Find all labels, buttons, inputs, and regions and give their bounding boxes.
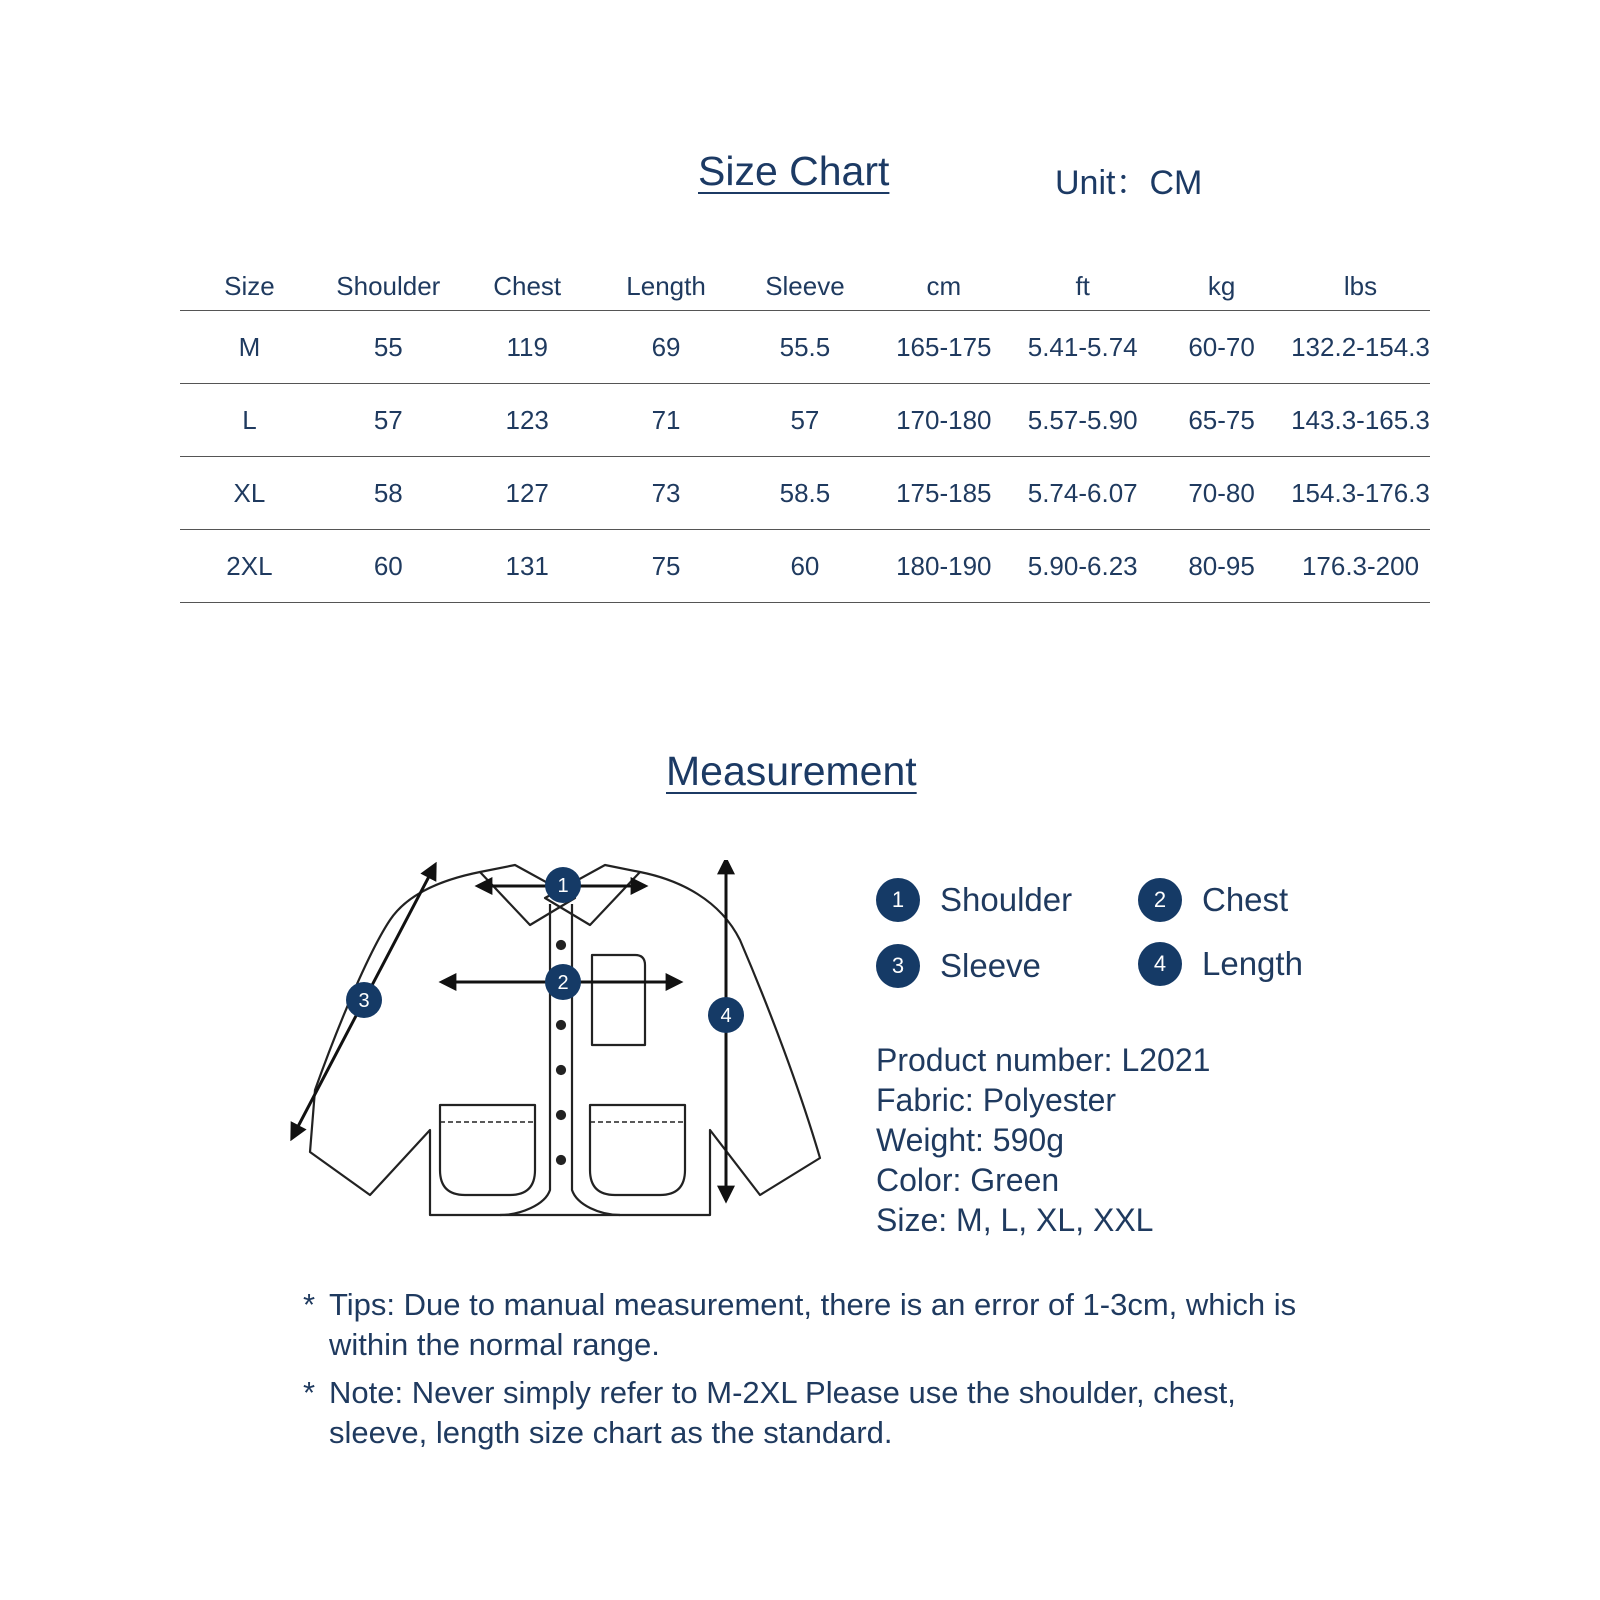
- svg-text:4: 4: [720, 1005, 732, 1027]
- table-cell: 65-75: [1152, 384, 1291, 457]
- table-cell: 154.3-176.3: [1291, 457, 1430, 530]
- col-length: Length: [597, 262, 736, 311]
- table-cell: XL: [180, 457, 319, 530]
- col-shoulder: Shoulder: [319, 262, 458, 311]
- legend-item-length: [1138, 942, 1303, 986]
- spec-product-number: Product number: L2021: [876, 1042, 1211, 1078]
- standard-note: [303, 1373, 1323, 1453]
- jacket-outline: [310, 865, 820, 1215]
- table-cell: 58.5: [736, 457, 875, 530]
- legend-label: Sleeve: [940, 947, 1041, 984]
- size-table: [180, 262, 1430, 603]
- spec-fabric: Fabric: Polyester: [876, 1082, 1117, 1118]
- table-cell: 170-180: [874, 384, 1013, 457]
- table-cell: 58: [319, 457, 458, 530]
- diagram-marker-3: [346, 982, 382, 1018]
- number-badge: 3: [876, 944, 920, 988]
- table-cell: 2XL: [180, 530, 319, 603]
- table-cell: 60: [736, 530, 875, 603]
- table-cell: 60: [319, 530, 458, 603]
- number-badge: 2: [1138, 878, 1182, 922]
- table-cell: 176.3-200: [1291, 530, 1430, 603]
- table-cell: 175-185: [874, 457, 1013, 530]
- tip-text: Tips: Due to manual measurement, there is an error of 1-3cm, which is within the normal range.: [329, 1287, 1297, 1362]
- asterisk-mark: *: [303, 1287, 316, 1322]
- table-cell: 119: [458, 311, 597, 384]
- col-chest: Chest: [458, 262, 597, 311]
- diagram-marker-2: [545, 964, 581, 1000]
- table-cell: L: [180, 384, 319, 457]
- table-cell: M: [180, 311, 319, 384]
- col-lbs: lbs: [1291, 262, 1430, 311]
- table-row: [180, 311, 1430, 384]
- table-row: [180, 530, 1430, 603]
- col-cm: cm: [874, 262, 1013, 311]
- legend-item-sleeve: [876, 944, 1041, 988]
- table-cell: 70-80: [1152, 457, 1291, 530]
- legend-item-shoulder: [876, 878, 1072, 922]
- table-cell: 73: [597, 457, 736, 530]
- table-cell: 75: [597, 530, 736, 603]
- table-cell: 60-70: [1152, 311, 1291, 384]
- table-cell: 5.74-6.07: [1013, 457, 1152, 530]
- number-badge: 1: [876, 878, 920, 922]
- spec-weight: Weight: 590g: [876, 1122, 1064, 1158]
- legend-item-chest: [1138, 878, 1288, 922]
- table-cell: 69: [597, 311, 736, 384]
- asterisk-mark: *: [303, 1375, 316, 1410]
- table-cell: 5.90-6.23: [1013, 530, 1152, 603]
- size-chart-title: Size Chart: [698, 148, 890, 194]
- table-cell: 57: [319, 384, 458, 457]
- table-cell: 180-190: [874, 530, 1013, 603]
- size-table-header-row: [180, 262, 1430, 311]
- number-badge: 4: [1138, 942, 1182, 986]
- col-size: Size: [180, 262, 319, 311]
- table-cell: 123: [458, 384, 597, 457]
- table-cell: 57: [736, 384, 875, 457]
- table-cell: 5.41-5.74: [1013, 311, 1152, 384]
- jacket-diagram: [280, 860, 840, 1240]
- spec-color: Color: Green: [876, 1162, 1060, 1198]
- product-specs: [876, 1040, 1210, 1240]
- note-text: Note: Never simply refer to M-2XL Please use the shoulder, chest, sleeve, length size chart as the standard.: [329, 1375, 1236, 1450]
- table-row: [180, 384, 1430, 457]
- table-cell: 80-95: [1152, 530, 1291, 603]
- col-sleeve: Sleeve: [736, 262, 875, 311]
- unit-label: Unit：CM: [1055, 164, 1203, 202]
- table-cell: 5.57-5.90: [1013, 384, 1152, 457]
- svg-text:2: 2: [557, 972, 569, 994]
- table-cell: 55: [319, 311, 458, 384]
- table-row: [180, 457, 1430, 530]
- table-cell: 127: [458, 457, 597, 530]
- table-cell: 143.3-165.3: [1291, 384, 1430, 457]
- measurement-title: Measurement: [666, 748, 917, 794]
- spec-size: Size: M, L, XL, XXL: [876, 1202, 1154, 1238]
- diagram-marker-4: [708, 997, 744, 1033]
- col-ft: ft: [1013, 262, 1152, 311]
- table-cell: 55.5: [736, 311, 875, 384]
- table-cell: 165-175: [874, 311, 1013, 384]
- legend-label: Length: [1202, 945, 1303, 982]
- measurement-legend: [876, 878, 1476, 1038]
- col-kg: kg: [1152, 262, 1291, 311]
- tip-note: [303, 1285, 1323, 1365]
- table-cell: 71: [597, 384, 736, 457]
- diagram-marker-1: [545, 867, 581, 903]
- legend-label: Chest: [1202, 881, 1289, 918]
- svg-text:1: 1: [557, 875, 569, 897]
- svg-text:3: 3: [358, 990, 370, 1012]
- legend-label: Shoulder: [940, 881, 1073, 918]
- notes-section: [303, 1285, 1323, 1461]
- table-cell: 132.2-154.3: [1291, 311, 1430, 384]
- table-cell: 131: [458, 530, 597, 603]
